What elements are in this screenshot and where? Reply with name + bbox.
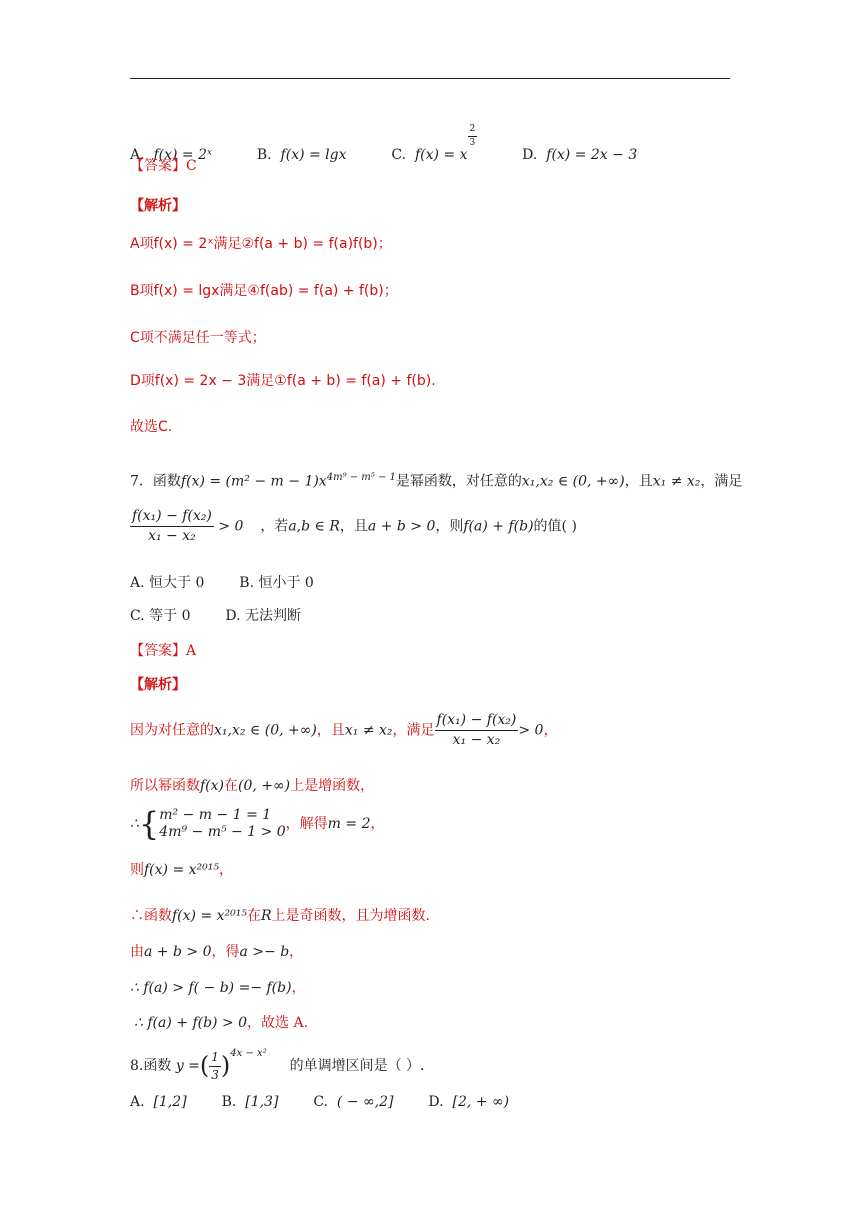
header-rule [130, 78, 730, 79]
q8-stem: 8.函数 y =( $\frac{1}{3}$ )$^{4x - x^2}$ 的单调增区间是（ ）. [130, 1048, 425, 1082]
q6-option-c: C. f(x) = x $\frac{2}{3}$ [391, 124, 476, 163]
q6-option-d: D. f(x) = 2x − 3 [522, 146, 638, 163]
q7-analysis-step3: ∴{ m² − m − 1 = 1 4m⁹ − m⁵ − 1 > 0 ，解得m = 2， [130, 805, 385, 843]
q7-analysis-step5: ∴函数f(x) = x²⁰¹⁵在R上是奇函数，且为增函数. [130, 908, 430, 924]
q8-option-a: A. [1,2] [130, 1094, 187, 1110]
q7-option-c: C. 等于 0 [130, 608, 191, 624]
q7-analysis-step4: 则f(x) = x²⁰¹⁵， [130, 862, 233, 878]
q6-analysis-line-b: B项f(x) = lgx满足④f(ab) = f(a) + f(b)； [130, 283, 398, 299]
q7-option-b: B. 恒小于 0 [239, 575, 314, 591]
q7-analysis-step6: 由a + b > 0，得a >− b， [130, 944, 304, 960]
q7-analysis-step1: 因为对任意的x₁,x₂ ∈ (0, +∞)，且x₁ ≠ x₂，满足 $\frac{\text{f(x₁) − f(x₂)}}{\text{x₁ − x₂}}$ > 0， [130, 712, 558, 748]
q7-analysis-step2: 所以幂函数f(x)在(0, +∞)上是增函数， [130, 778, 375, 794]
q8-base-fraction: $\frac{1}{3}$ [211, 1050, 219, 1082]
q7-option-d: D. 无法判断 [225, 608, 302, 624]
q6-analysis-line-d: D项f(x) = 2x − 3满足①f(a + b) = f(a) + f(b). [130, 373, 436, 389]
q7-analysis-title: 【解析】 [130, 677, 186, 693]
q8-option-d: D. [2, + ∞) [428, 1094, 510, 1110]
q6-option-a: A. f(x) = 2ˣ [130, 146, 212, 163]
q6-answer: 【答案】C [130, 158, 197, 174]
q7-fraction: $\frac{\text{f(x₁) − f(x₂)}}{\text{x₁ − x₂}}$ [132, 508, 212, 544]
q7-equation-system: m² − m − 1 = 1 4m⁹ − m⁵ − 1 > 0 [159, 807, 286, 841]
q7-option-a: A. 恒大于 0 [130, 575, 205, 591]
q8-option-b: B. [1,3] [221, 1094, 279, 1110]
q6-options [130, 124, 637, 164]
q7-stem-line1: 7．函数$f(x) = (m^2 - m - 1)x^{4m^9 - m^5 - 1}$是幂函数，对任意的x₁,x₂ ∈ (0, +∞)，且x₁ ≠ x₂，满足 [130, 472, 743, 490]
q6-analysis-line-c: C项不满足任一等式； [130, 330, 266, 346]
q6-analysis-title: 【解析】 [130, 198, 186, 214]
q6-analysis-line-a: A项f(x) = 2ˣ满足②f(a + b) = f(a)f(b)； [130, 236, 392, 252]
q6-option-b: B. f(x) = lgx [256, 146, 347, 163]
q7-analysis-step7: ∴ f(a) > f( − b) =− f(b)， [130, 980, 306, 996]
q7-stem-line2: $\frac{\text{f(x₁) − f(x₂)}}{\text{x₁ − x₂}}$ > 0 ，若a,b ∈ R，且a + b > 0，则f(a) + f(b)的值( ) [132, 508, 577, 544]
q6-analysis-conclusion: 故选C. [130, 419, 173, 435]
q7-analysis-fraction: $\frac{\text{f(x₁) − f(x₂)}}{\text{x₁ − x₂}}$ [436, 712, 517, 748]
q7-analysis-step8: ∴ f(a) + f(b) > 0，故选 A. [134, 1015, 309, 1031]
q7-options-row1 [130, 575, 314, 592]
q7-answer: 【答案】A [130, 643, 197, 659]
q8-options [130, 1094, 509, 1111]
q7-options-row2 [130, 608, 301, 625]
q8-option-c: C. ( − ∞,2] [313, 1094, 394, 1110]
